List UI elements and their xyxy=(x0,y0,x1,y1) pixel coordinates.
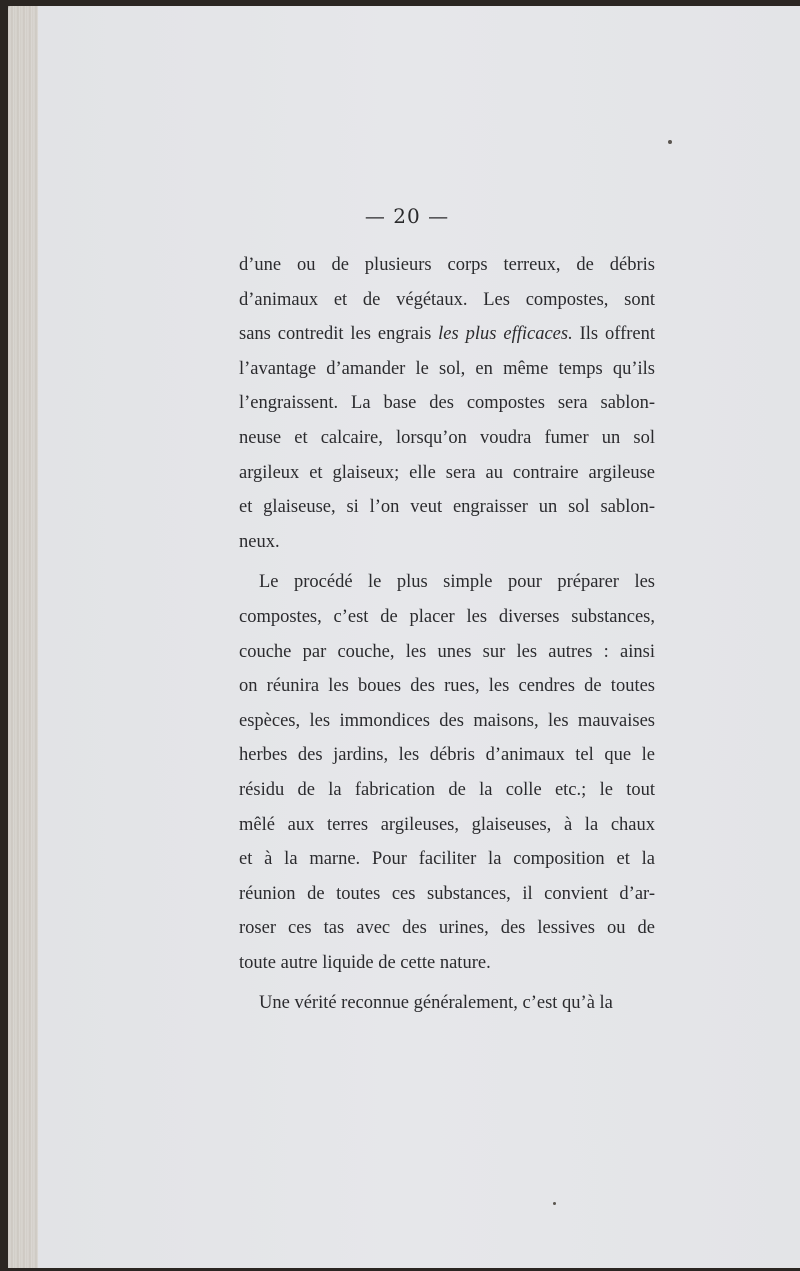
text-run: l’engraissent. La base des compostes sera sablon- xyxy=(239,393,655,414)
text-line xyxy=(239,456,655,491)
text-line xyxy=(239,283,655,318)
text-run: réunion de toutes ces substances, il convient d’ar- xyxy=(239,883,655,904)
text-run: couche par couche, les unes sur les autres : ainsi xyxy=(239,641,655,662)
text-run: et à la marne. Pour faciliter la composition et la xyxy=(239,849,655,870)
text-line xyxy=(239,877,655,912)
text-line xyxy=(239,669,655,704)
page-edge xyxy=(8,6,38,1268)
text-line xyxy=(239,525,655,560)
paper-speck xyxy=(553,1202,556,1205)
paper-sheet xyxy=(8,6,800,1268)
text-line xyxy=(239,421,655,456)
text-run: roser ces tas avec des urines, des lessives ou de xyxy=(239,918,655,939)
text-run: d’animaux et de végétaux. Les compostes, sont xyxy=(239,289,655,310)
text-line xyxy=(239,738,655,773)
text-line xyxy=(239,386,655,421)
paper-speck xyxy=(668,140,672,144)
text-line xyxy=(239,842,655,877)
page-number: — 20 — xyxy=(364,204,450,228)
text-line xyxy=(239,986,655,1021)
text-line xyxy=(239,565,655,600)
text-run: neux. xyxy=(239,531,280,552)
text-line xyxy=(239,911,655,946)
text-run: Une vérité reconnue généralement, c’est qu’à la xyxy=(259,993,613,1014)
text-line xyxy=(239,317,655,352)
text-run: espèces, les immondices des maisons, les mauvaises xyxy=(239,710,655,731)
text-line xyxy=(239,635,655,670)
text-line xyxy=(239,248,655,283)
text-line xyxy=(239,352,655,387)
text-run: compostes, c’est de placer les diverses substances, xyxy=(239,606,655,627)
text-run: sans contredit les engrais xyxy=(239,324,439,345)
text-line xyxy=(239,600,655,635)
text-run: neuse et calcaire, lorsqu’on voudra fumer un sol xyxy=(239,427,655,448)
text-run: on réunira les boues des rues, les cendres de toutes xyxy=(239,676,655,697)
text-line xyxy=(239,808,655,843)
text-run: toute autre liquide de cette nature. xyxy=(239,952,491,973)
text-run: et glaiseuse, si l’on veut engraisser un sol sablon- xyxy=(239,497,655,518)
italic-run: les plus efficaces. xyxy=(438,324,573,345)
body-text xyxy=(239,248,655,1021)
text-run: argileux et glaiseux; elle sera au contraire argileuse xyxy=(239,462,655,483)
text-line xyxy=(239,773,655,808)
text-run: l’avantage d’amander le sol, en même temps qu’ils xyxy=(239,358,655,379)
text-run: Ils offrent xyxy=(572,324,655,345)
text-run: résidu de la fabrication de la colle etc.; le tout xyxy=(239,779,655,800)
text-run: herbes des jardins, les débris d’animaux tel que le xyxy=(239,745,655,766)
text-run: mêlé aux terres argileuses, glaiseuses, à la chaux xyxy=(239,814,655,835)
text-line xyxy=(239,946,655,981)
text-run: d’une ou de plusieurs corps terreux, de débris xyxy=(239,255,655,275)
text-line xyxy=(239,704,655,739)
text-run: Le procédé le plus simple pour préparer les xyxy=(259,572,655,593)
text-line xyxy=(239,490,655,525)
